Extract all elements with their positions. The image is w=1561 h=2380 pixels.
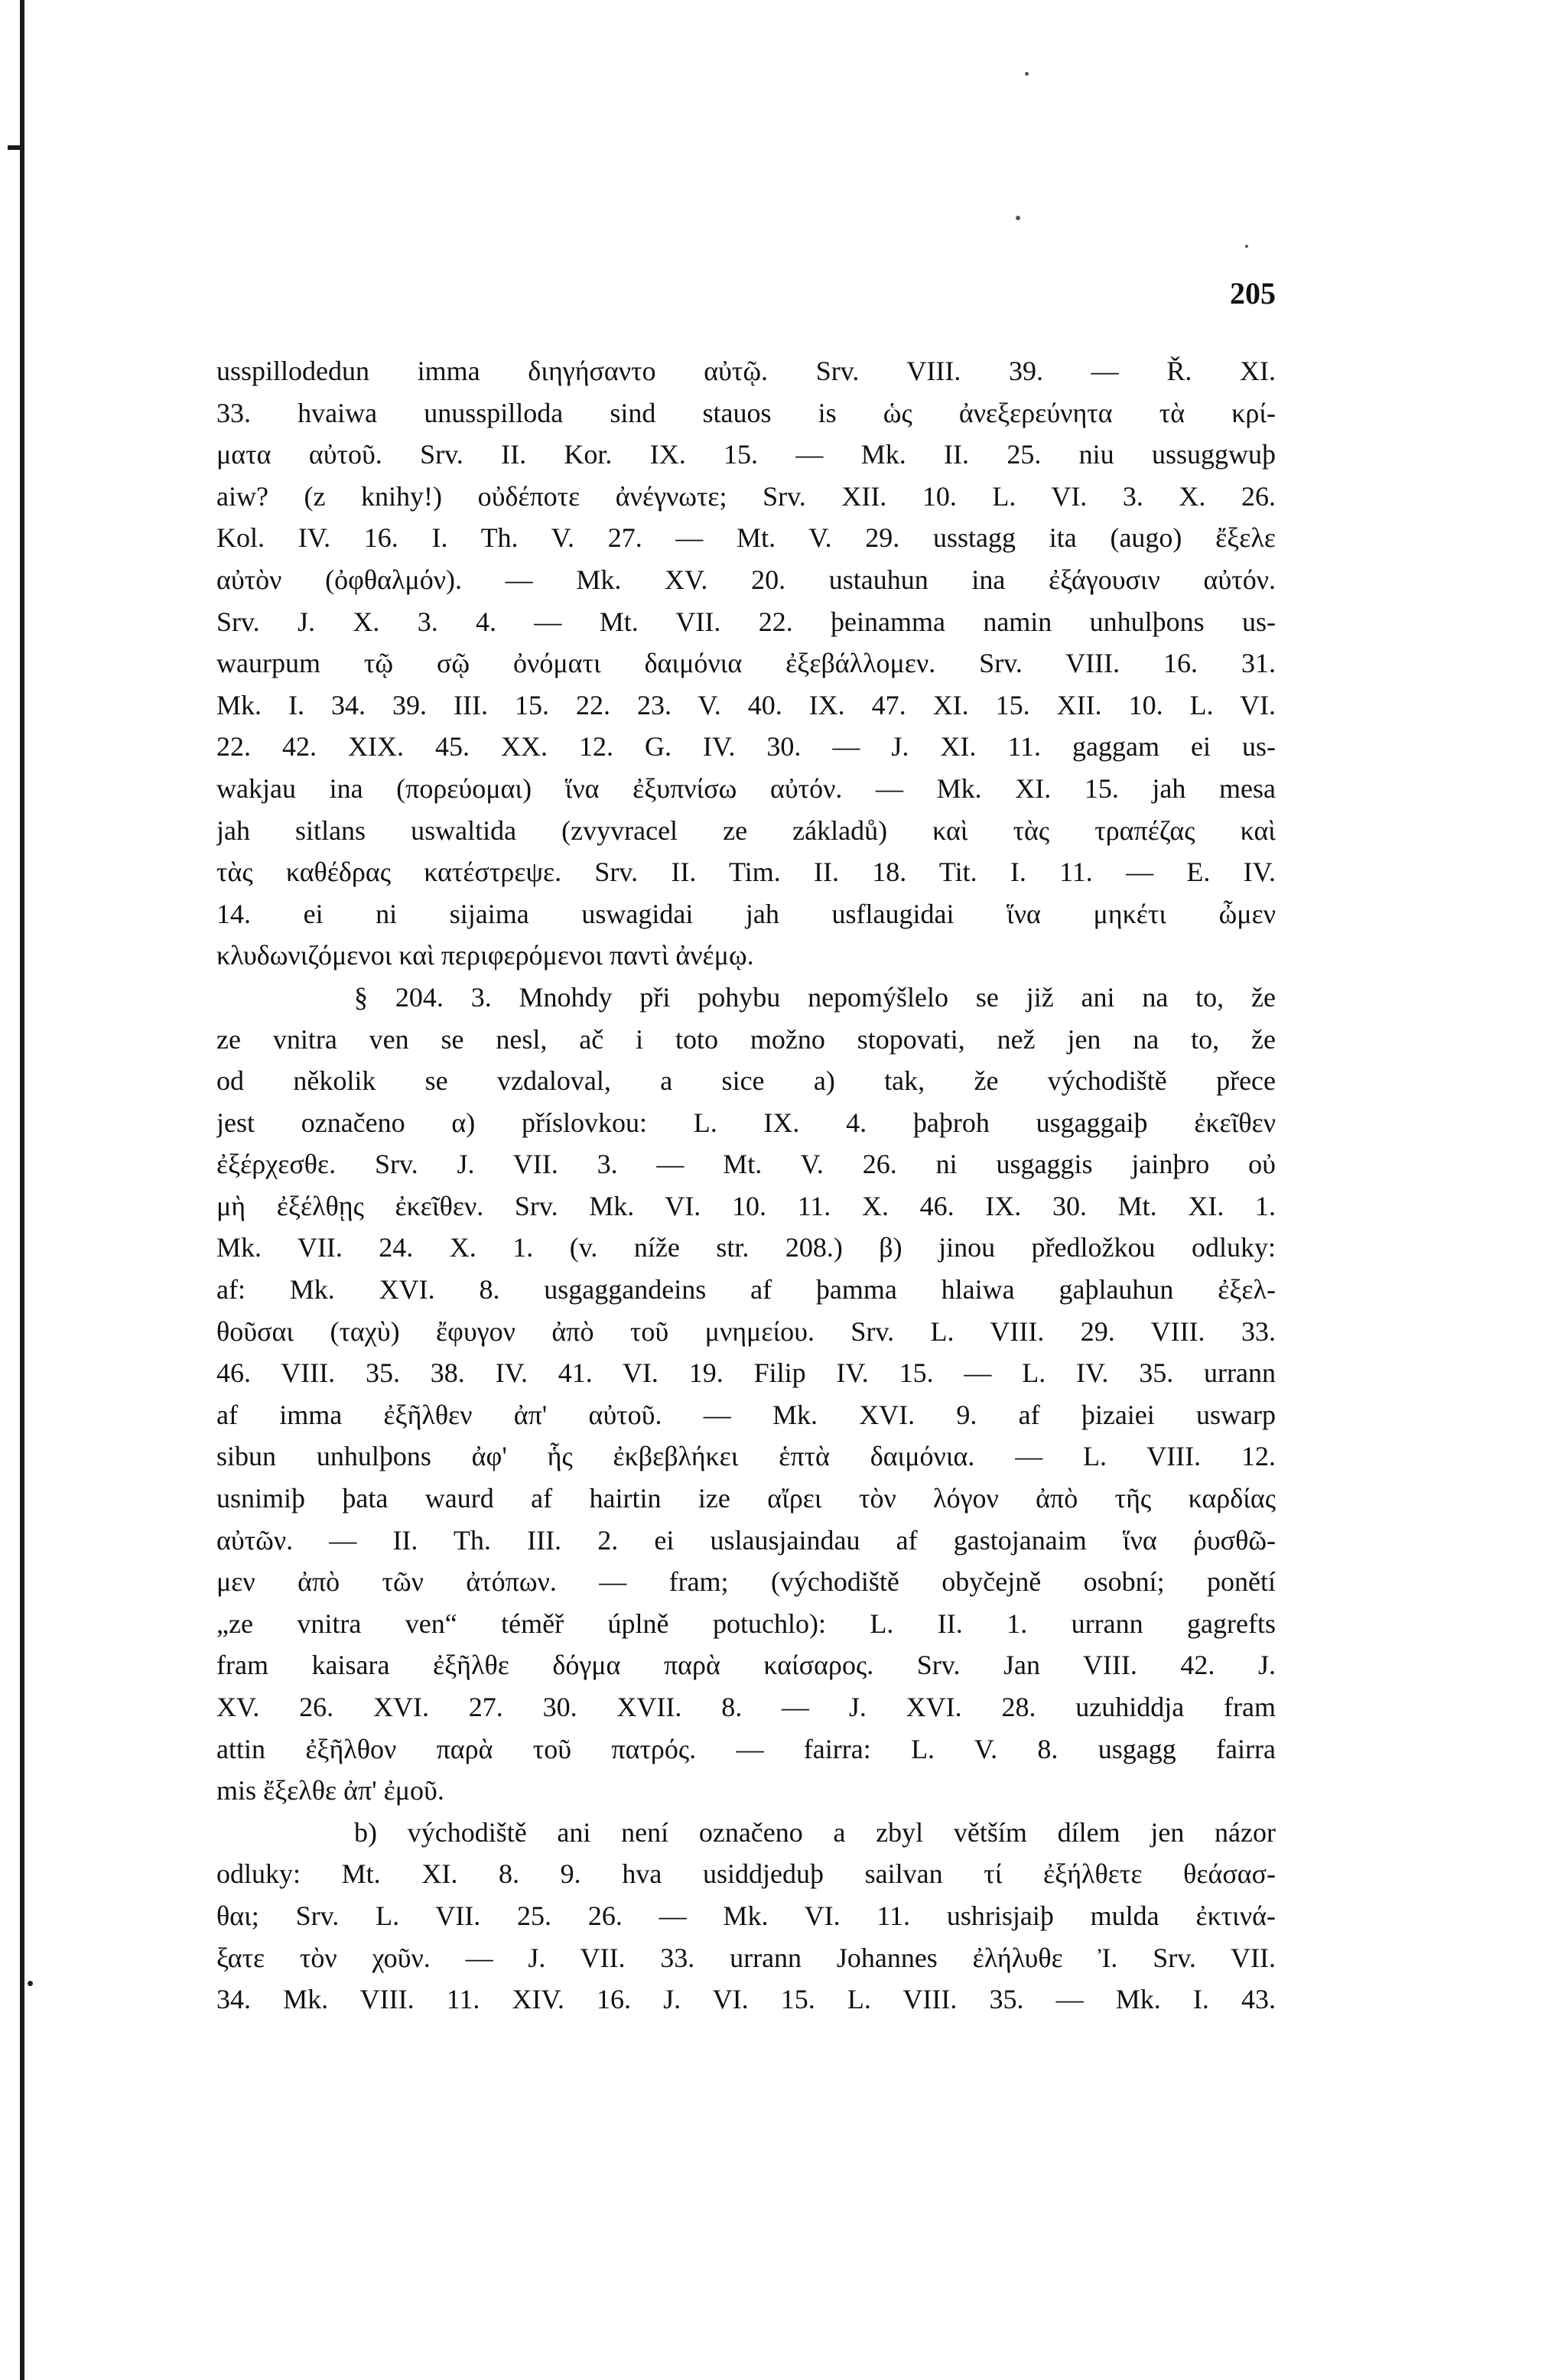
text-line: af imma ἐξῆλθεν ἀπ' αὐτοῦ. — Mk. XVI. 9. af þizaiei uswarp — [216, 1399, 1276, 1430]
text-line: waurpum τῷ σῷ ὀνόματι δαιμόνια ἐξεβάλλομεν. Srv. VIII. 16. 31. — [216, 648, 1276, 679]
text-line: ξατε τὸν χοῦν. — J. VII. 33. urrann Johannes ἐλήλυθε Ἰ. Srv. VII. — [216, 1942, 1276, 1973]
body-text — [216, 350, 1276, 2021]
subsection-b-line: b) východiště ani není označeno a zbyl větším dílem jen názor — [354, 1816, 1276, 1848]
text-line: αὐτῶν. — II. Th. III. 2. ei uslausjaindau af gastojanaim ἵνα ῥυσθῶ- — [216, 1524, 1276, 1556]
text-line: odluky: Mt. XI. 8. 9. hva usiddjeduþ sailvan τί ἐξήλθετε θεάσασ- — [216, 1858, 1276, 1890]
text-line: ἐξέρχεσθε. Srv. J. VII. 3. — Mt. V. 26. ni usgaggis jainþro οὐ — [216, 1149, 1276, 1180]
section-204-heading-line: § 204. 3. Mnohdy při pohybu nepomýšlelo se již ani na to, že — [354, 981, 1276, 1013]
text-line: Kol. IV. 16. I. Th. V. 27. — Mt. V. 29. usstagg ita (augo) ἔξελε — [216, 522, 1276, 554]
text-line: attin ἐξῆλθον παρὰ τοῦ πατρός. — fairra: L. V. 8. usgagg fairra — [216, 1733, 1276, 1764]
text-line: sibun unhulþons ἀφ' ἧς ἐκβεβλήκει ἑπτὰ δαιμόνια. — L. VIII. 12. — [216, 1441, 1276, 1472]
text-line: θοῦσαι (ταχὺ) ἔφυγον ἀπὸ τοῦ μνημείου. Srv. L. VIII. 29. VIII. 33. — [216, 1315, 1276, 1347]
text-line: αὐτὸν (ὀφθαλμόν). — Mk. XV. 20. ustauhun ina ἐξάγουσιν αὐτόν. — [216, 564, 1276, 595]
text-line: jest označeno α) příslovkou: L. IX. 4. þaþroh usgaggaiþ ἐκεῖθεν — [216, 1107, 1276, 1138]
text-line: aiw? (z knihy!) οὐδέποτε ἀνέγνωτε; Srv. XII. 10. L. VI. 3. X. 26. — [216, 480, 1276, 512]
text-line: usspillodedun imma διηγήσαντο αὐτῷ. Srv. VIII. 39. — Ř. XI. — [216, 356, 1276, 386]
text-line: mis ἔξελθε ἀπ' ἐμοῦ. — [216, 1775, 444, 1806]
text-line: 14. ei ni sijaima uswagidai jah usflaugidai ἵνα μηκέτι ὦμεν — [216, 898, 1276, 929]
page-edge-tick — [8, 145, 21, 150]
text-line: μεν ἀπὸ τῶν ἀτόπων. — fram; (východiště obyčejně osobní; ponětí — [216, 1566, 1276, 1598]
text-line: fram kaisara ἐξῆλθε δόγμα παρὰ καίσαρος. Srv. Jan VIII. 42. J. — [216, 1650, 1276, 1681]
speck — [1245, 245, 1248, 248]
text-line: 33. hvaiwa unusspilloda sind stauos is ὡς ἀνεξερεύνητα τὰ κρί- — [216, 397, 1276, 428]
text-line: Srv. J. X. 3. 4. — Mt. VII. 22. þeinamma namin unhulþons us- — [216, 606, 1276, 637]
text-line: Mk. I. 34. 39. III. 15. 22. 23. V. 40. IX. 47. XI. 15. XII. 10. L. VI. — [216, 689, 1276, 720]
text-line: wakjau ina (πορεύομαι) ἵνα ἐξυπνίσω αὐτόν. — Mk. XI. 15. jah mesa — [216, 772, 1276, 804]
text-line: 46. VIII. 35. 38. IV. 41. VI. 19. Filip IV. 15. — L. IV. 35. urrann — [216, 1357, 1276, 1389]
text-line: Mk. VII. 24. X. 1. (v. níže str. 208.) β) jinou předložkou odluky: — [216, 1232, 1276, 1263]
speck — [1025, 72, 1029, 76]
speck — [1016, 216, 1020, 220]
page-edge-border — [20, 0, 24, 2380]
text-line: ματα αὐτοῦ. Srv. II. Kor. IX. 15. — Mk. II. 25. niu ussuggwuþ — [216, 439, 1276, 470]
text-line: μὴ ἐξέλθῃς ἐκεῖθεν. Srv. Mk. VI. 10. 11. X. 46. IX. 30. Mt. XI. 1. — [216, 1190, 1276, 1221]
text-line: usnimiþ þata waurd af hairtin ize αἴρει τὸν λόγον ἀπὸ τῆς καρδίας — [216, 1483, 1276, 1514]
text-line: af: Mk. XVI. 8. usgaggandeins af þamma hlaiwa gaþlauhun ἐξελ- — [216, 1274, 1276, 1305]
text-line: od několik se vzdaloval, a sice a) tak, že východiště přece — [216, 1065, 1276, 1097]
text-line: „ze vnitra ven“ téměř úplně potuchlo): L. II. 1. urrann gagrefts — [216, 1608, 1276, 1639]
text-line: θαι; Srv. L. VII. 25. 26. — Mk. VI. 11. ushrisjaiþ mulda ἐκτινά- — [216, 1900, 1276, 1931]
text-line: τὰς καθέδρας κατέστρεψε. Srv. II. Tim. II. 18. Tit. I. 11. — E. IV. — [216, 857, 1276, 888]
text-line: ze vnitra ven se nesl, ač i toto možno stopovati, než jen na to, že — [216, 1023, 1276, 1055]
speck — [28, 1981, 33, 1986]
text-line: jah sitlans uswaltida (zvyvracel ze základů) καὶ τὰς τραπέζας καὶ — [216, 814, 1276, 846]
text-line: 22. 42. XIX. 45. XX. 12. G. IV. 30. — J. XI. 11. gaggam ei us- — [216, 731, 1276, 762]
text-line: XV. 26. XVI. 27. 30. XVII. 8. — J. XVI. 28. uzuhiddja fram — [216, 1692, 1276, 1722]
text-line: 34. Mk. VIII. 11. XIV. 16. J. VI. 15. L. VIII. 35. — Mk. I. 43. — [216, 1984, 1276, 2015]
text-line: κλυδωνιζόμενοι καὶ περιφερόμενοι παντὶ ἀνέμῳ. — [216, 940, 754, 971]
page-number: 205 — [1230, 276, 1276, 311]
